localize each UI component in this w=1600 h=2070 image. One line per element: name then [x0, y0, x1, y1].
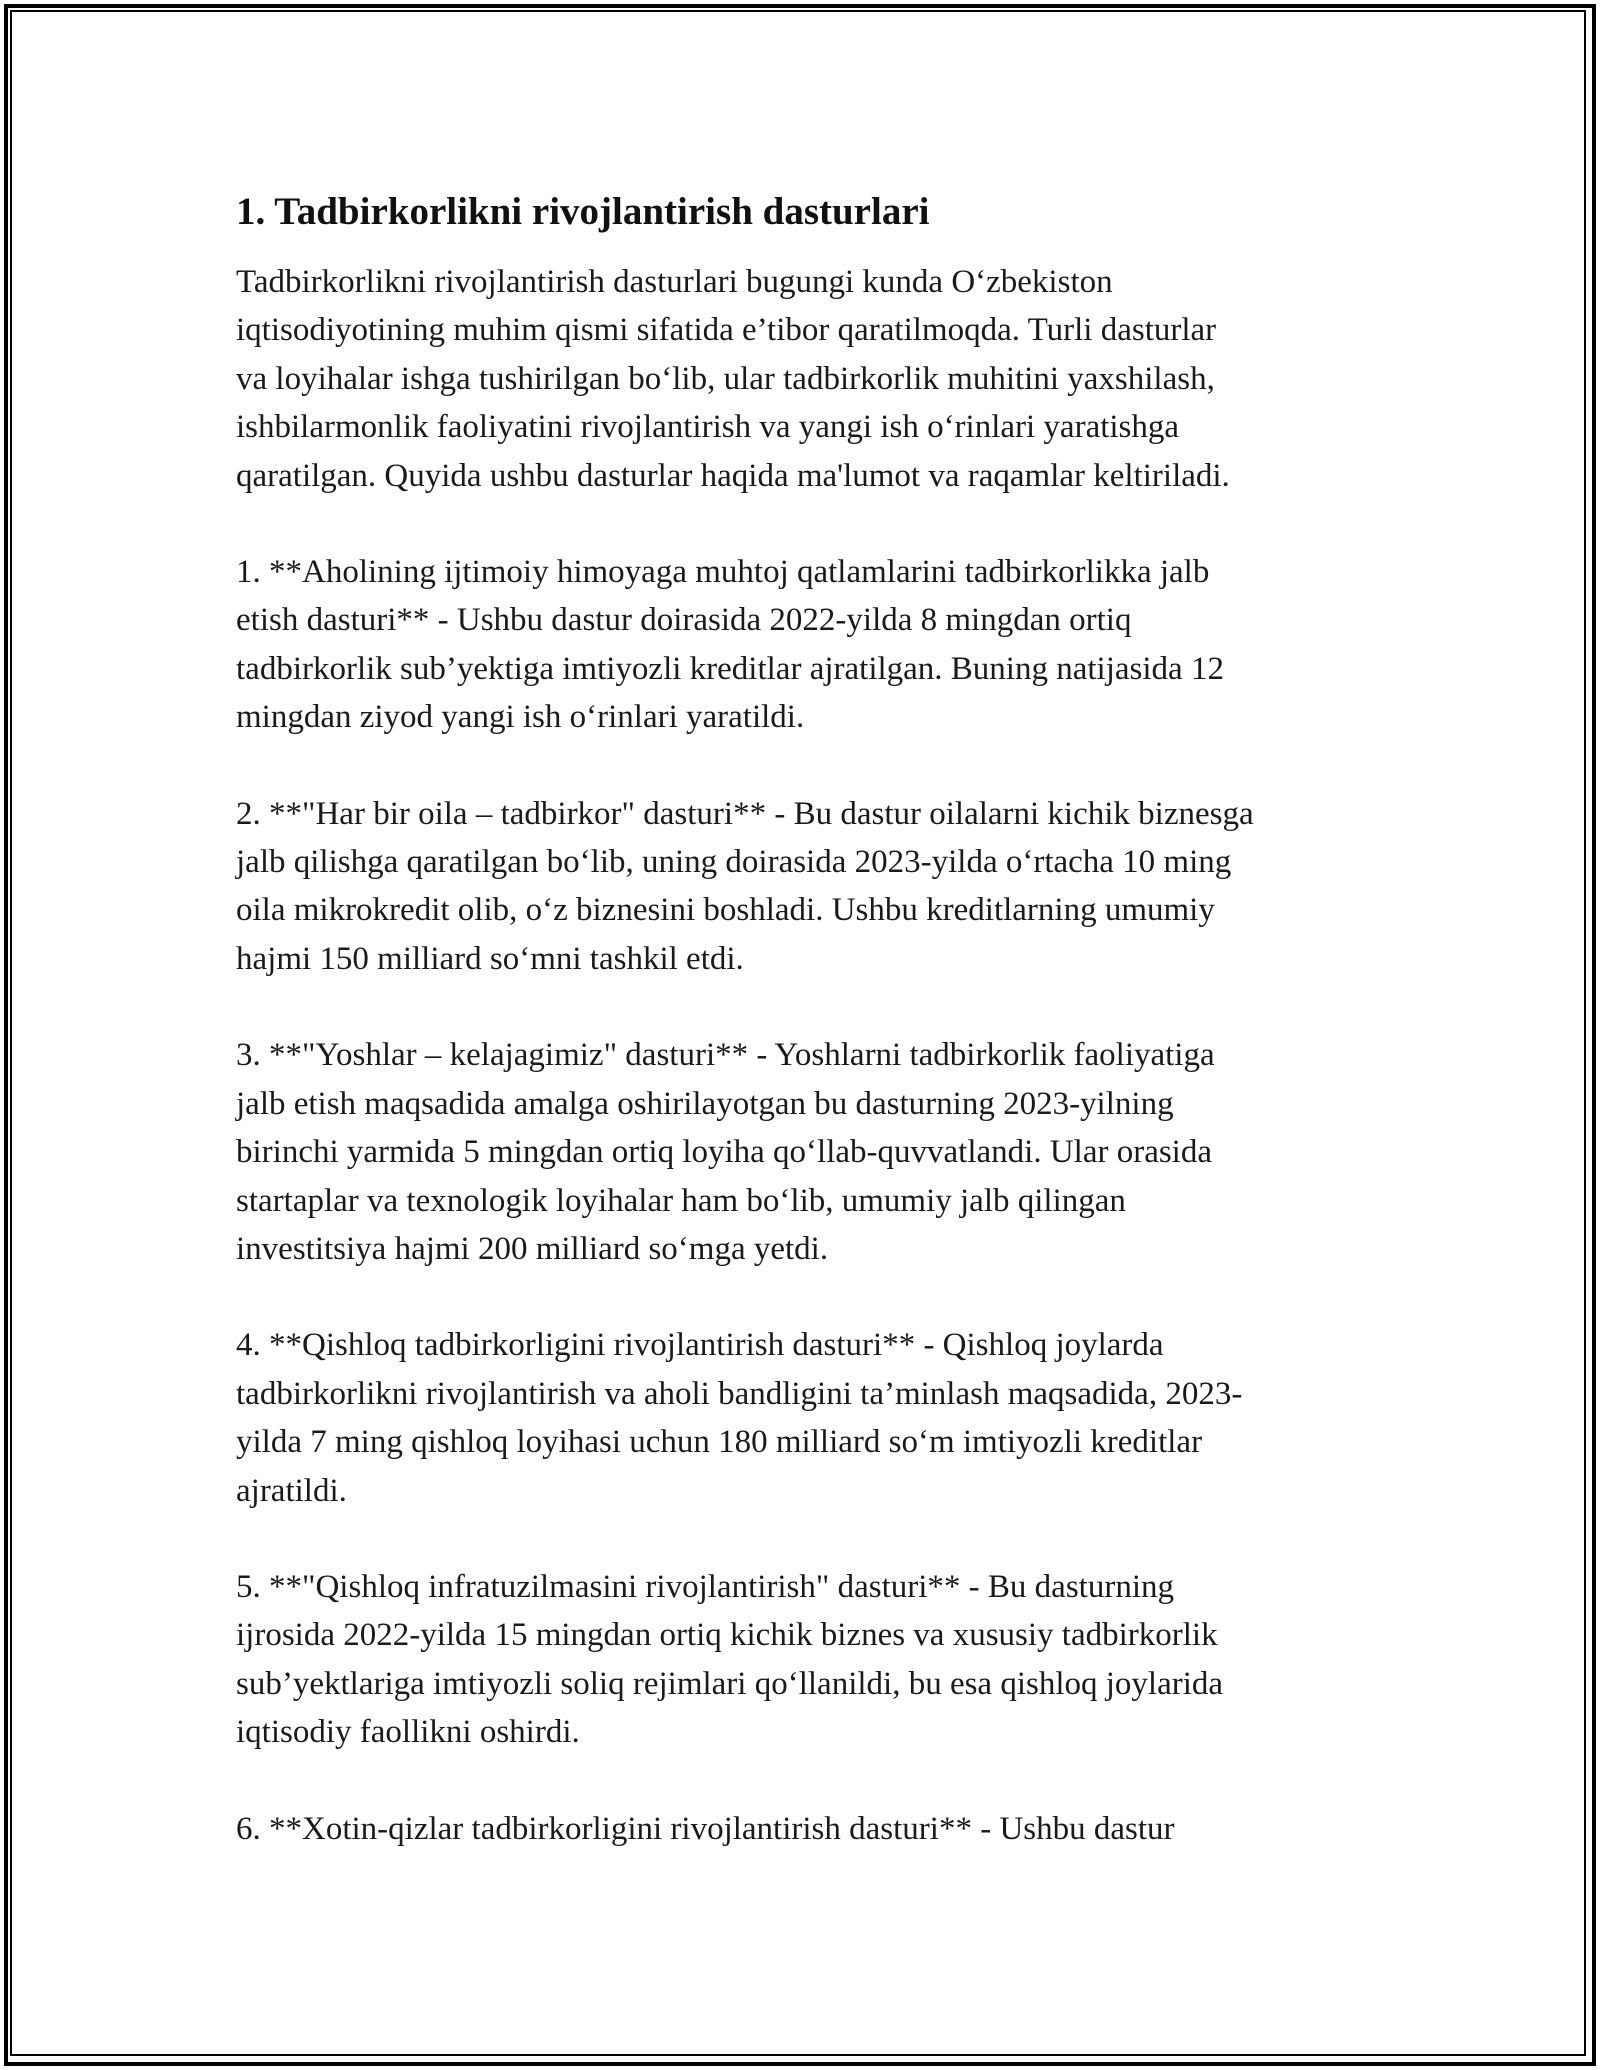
list-item-1: 1. **Aholining ijtimoiy himoyaga muhtoj qatlamlarini tadbirkorlikka jalb etish dasturi** - Ushbu dastur doirasida 2022-yilda 8 mingdan ortiq tadbirkorlik sub’yektiga imtiyozli kreditlar ajratilgan. Buning natijasida 12 mingdan ziyod yangi ish o‘rinlari yaratildi. [236, 554, 1224, 736]
list-item-3: 3. **"Yoshlar – kelajagimiz" dasturi** - Yoshlarni tadbirkorlik faoliyatiga jalb etish maqsadida amalga oshirilayotgan bu dasturning 2023-yilning birinchi yarmida 5 mingdan ortiq loyiha qo‘llab-quvvatlandi. Ular orasida startaplar va texnologik loyihalar ham bo‘lib, umumiy jalb qilingan investitsiya hajmi 200 milliard so‘mga yetdi. [236, 1037, 1215, 1267]
list-item-2: 2. **"Har bir oila – tadbirkor" dasturi** - Bu dastur oilalarni kichik biznesga jalb qilishga qaratilgan bo‘lib, uning doirasida 2023-yilda o‘rtacha 10 ming oila mikrokredit olib, o‘z biznesini boshladi. Ushbu kreditlarning umumiy hajmi 150 milliard so‘mni tashkil etdi. [236, 795, 1254, 977]
list-item-5: 5. **"Qishloq infratuzilmasini rivojlantirish" dasturi** - Bu dasturning ijrosida 2022-yilda 15 mingdan ortiq kichik biznes va xususiy tadbirkorlik sub’yektlariga imtiyozli soliq rejimlari qo‘llanildi, bu esa qishloq joylarida iqtisodiy faollikni oshirdi. [236, 1568, 1224, 1751]
document-body [236, 186, 1376, 1853]
section-heading: 1. Tadbirkorlikni rivojlantirish dasturlari [236, 190, 930, 233]
list-item-4: 4. **Qishloq tadbirkorligini rivojlantirish dasturi** - Qishloq joylarda tadbirkorlikni rivojlantirish va aholi bandligini ta’minlash maqsadida, 2023- yilda 7 ming qishloq loyihasi uchun 180 milliard so‘m imtiyozli kreditlar ajratildi. [236, 1327, 1243, 1509]
intro-paragraph: Tadbirkorlikni rivojlantirish dasturlari bugungi kunda O‘zbekiston iqtisodiyotining muhim qismi sifatida e’tibor qaratilmoqda. Turli dasturlar va loyihalar ishga tushirilgan bo‘lib, ular tadbirkorlik muhitini yaxshilash, ishbilarmonlik faoliyatini rivojlantirish va yangi ish o‘rinlari yaratishga qaratilgan. Quyida ushbu dasturlar haqida ma'lumot va raqamlar keltiriladi. [236, 264, 1230, 494]
list-item-6: 6. **Xotin-qizlar tadbirkorligini rivojlantirish dasturi** - Ushbu dastur [236, 1810, 1175, 1847]
